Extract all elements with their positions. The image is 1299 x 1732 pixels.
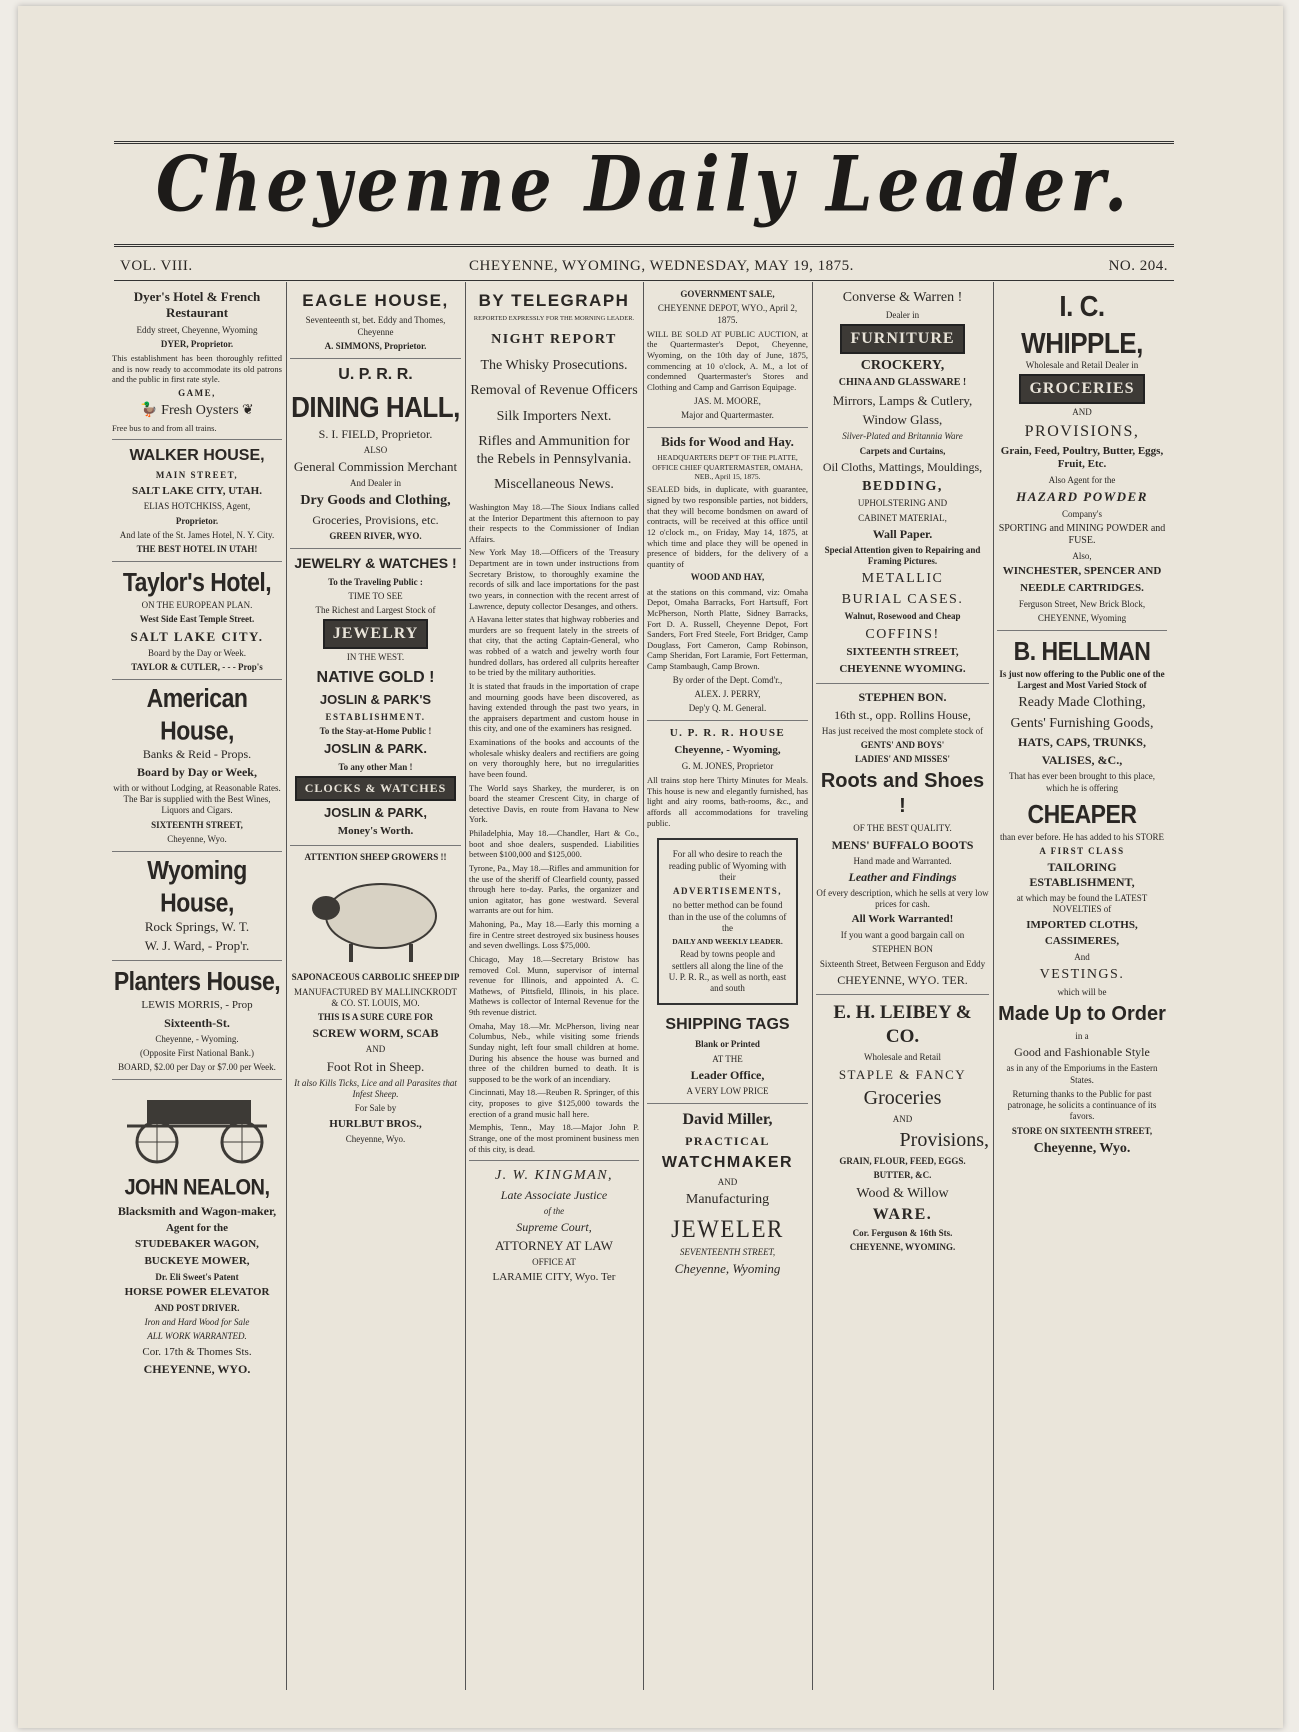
returning-thanks: Returning thanks to the Public for past patronage, he solicits a continuance of its favors. bbox=[1007, 1088, 1157, 1122]
whipple-grain: Grain, Feed, Poultry, Butter, Eggs, Fruit, Etc. bbox=[1000, 444, 1164, 471]
tailoring: TAILORING ESTABLISHMENT, bbox=[1029, 860, 1135, 889]
news-examinations: Examinations of the books and accounts of the wholesale whisky dealers and rectifiers are going on very thoroughly here, but no irregularities have been found. bbox=[469, 737, 639, 779]
bids-perry: ALEX. J. PERRY, bbox=[694, 688, 761, 699]
column-3 bbox=[469, 286, 639, 1686]
screw-worm: SCREW WORM, SCAB bbox=[312, 1026, 439, 1041]
special-attention: Special Attention given to Repairing and Framing Pictures. bbox=[824, 544, 981, 566]
uprr-title: U. P. R. R. bbox=[338, 366, 413, 383]
hazard-company: Company's bbox=[1061, 508, 1103, 519]
winchester: WINCHESTER, SPENCER AND bbox=[1002, 565, 1162, 577]
bids-more: at the stations on this command, viz: Omaha Depot, Omaha Barracks, Fort Hartsuff, Fort McPherson, North Platte, Sidney Barracks, Fort D. A. Russell, Cheyenne Depot, Fort Sanders, Fort Fred Steele, Fort Bridger, Camp Douglass, Fort Cameron, Camp Robinson, Camp Sheridan, Fort Laramie, Fort Fetterman, Camp Stambaugh, Camp Brown. bbox=[647, 586, 808, 671]
american-city: Cheyenne, Wyo. bbox=[167, 833, 227, 844]
leibey-city: CHEYENNE, WYOMING. bbox=[849, 1242, 956, 1253]
wyoming-prop: W. J. Ward, - Prop'r. bbox=[144, 937, 250, 953]
richest-stock: The Richest and Largest Stock of bbox=[315, 605, 436, 615]
reported-expressly: REPORTED EXPRESSLY FOR THE MORNING LEADER. bbox=[473, 315, 635, 323]
whipple-agent: Also Agent for the bbox=[1048, 475, 1116, 485]
converse-dealer: Dealer in bbox=[885, 309, 920, 320]
leibey-and: AND bbox=[892, 1113, 913, 1124]
walker-street: MAIN STREET, bbox=[155, 470, 239, 481]
separator bbox=[112, 439, 282, 440]
shipping-office: Leader Office, bbox=[690, 1067, 765, 1082]
separator bbox=[816, 683, 989, 684]
hats-caps: HATS, CAPS, TRUNKS, bbox=[1018, 735, 1146, 750]
news-chicago: Chicago, May 18.—Secretary Bristow has removed Col. Munn, supervisor of internal revenue for Illinois, and appointed A. C. Mathews, of Pittsfield, Illinois, in his place. Mathews is collector of Internal Revenue for the 9th revenue district. bbox=[469, 953, 639, 1017]
stephen-streets: Sixteenth Street, Between Ferguson and Eddy bbox=[819, 958, 986, 969]
separator bbox=[647, 1103, 808, 1104]
bids-hq: HEADQUARTERS DEP'T OF THE PLATTE, OFFICE CHIEF QUARTERMASTER, OMAHA, NEB., April 15, 1875. bbox=[652, 453, 803, 481]
dining-hall: DINING HALL, bbox=[291, 390, 460, 424]
foot-rot: Foot Rot in Sheep. bbox=[326, 1058, 425, 1074]
duck-icon: 🦆 bbox=[140, 403, 158, 419]
box-line-1: For all who desire to reach the reading public of Wyoming with their bbox=[668, 849, 787, 882]
nealon-agent: Agent for the bbox=[165, 1221, 229, 1234]
whipple-city: CHEYENNE, Wyoming bbox=[1037, 612, 1127, 623]
nealon-post: AND POST DRIVER. bbox=[154, 1302, 240, 1313]
news-frauds: It is stated that frauds in the importation of crape and mourning goods have been discovered, as having extended through the past two years, in the appraisers department and custom house in this city, and one of the examiners has resigned. bbox=[469, 680, 639, 734]
gov-major: Major and Quartermaster. bbox=[681, 409, 774, 420]
field-dealer: And Dealer in bbox=[350, 478, 401, 488]
walker-owner: ELIAS HOTCHKISS, Agent, bbox=[143, 501, 251, 512]
house-title: U. P. R. R. HOUSE bbox=[669, 727, 786, 740]
whipple-dealer: Wholesale and Retail Dealer in bbox=[1025, 360, 1139, 370]
hellman-text: Is just now offering to the Public one of the Largest and Most Varied Stock of bbox=[999, 668, 1165, 690]
american-board: Board by Day or Week, bbox=[137, 764, 257, 779]
gov-depot: CHEYENNE DEPOT, WYO., April 2, 1875. bbox=[657, 303, 798, 325]
dyers-oysters bbox=[112, 402, 282, 420]
carpets: Carpets and Curtains, bbox=[859, 445, 946, 456]
kingman-supreme: Supreme Court, bbox=[516, 1219, 592, 1234]
buffalo-boots: MENS' BUFFALO BOOTS bbox=[831, 837, 974, 852]
column-rule bbox=[465, 282, 466, 1690]
cheyenne-wyoming: CHEYENNE WYOMING. bbox=[839, 662, 966, 675]
bedding: BEDDING, bbox=[862, 478, 943, 494]
converse-title: Converse & Warren ! bbox=[842, 290, 963, 305]
separator bbox=[469, 1160, 639, 1161]
nealon-buckeye: BUCKEYE MOWER, bbox=[144, 1255, 250, 1267]
oilcloths: Oil Cloths, Mattings, Mouldings, bbox=[822, 459, 983, 474]
ladies-misses: LADIES' AND MISSES' bbox=[854, 754, 951, 764]
joslin-park-3: JOSLIN & PARK, bbox=[323, 804, 428, 820]
bids-text: SEALED bids, in duplicate, with guarantee, signed by two responsible parties, not bidders, that they will become bondsmen on award of contracts, will be received at this office until 12 o'clock m., on Friday, May 14, 1875, at which time and place they will be opened in presence of bidders, for the delivery of a quantity of bbox=[647, 484, 808, 569]
time-to-see: TIME TO SEE bbox=[348, 590, 403, 601]
sheep-dip: SAPONACEOUS CARBOLIC SHEEP DIP bbox=[291, 972, 460, 983]
box-line-3: Read by towns people and settlers all along the line of the U. P. R. R., as well as north, east and south bbox=[668, 949, 787, 994]
dyers-oysters-label: Fresh Oysters bbox=[161, 403, 239, 419]
dyers-prop: DYER, Proprietor. bbox=[160, 338, 234, 349]
native-gold: NATIVE GOLD ! bbox=[316, 668, 435, 686]
upholstering: UPHOLSTERING AND bbox=[857, 498, 948, 509]
cassimeres: CASSIMERES, bbox=[1044, 935, 1120, 948]
planters-city: Cheyenne, - Wyoming. bbox=[155, 1033, 239, 1044]
hellman-and: And bbox=[1074, 952, 1090, 962]
gov-title: GOVERNMENT SALE, bbox=[680, 289, 775, 299]
ticks-lice: It also Kills Ticks, Lice and all Parasites that Infest Sheep. bbox=[294, 1077, 457, 1099]
jewelry-title: JEWELRY & WATCHES ! bbox=[294, 555, 457, 571]
stephen-address: 16th st., opp. Rollins House, bbox=[834, 707, 971, 722]
american-street: SIXTEENTH STREET, bbox=[151, 819, 243, 830]
by-telegraph: BY TELEGRAPH bbox=[478, 291, 630, 310]
emporiums: as in any of the Emporiums in the Eastern States. bbox=[1006, 1063, 1158, 1085]
clocks-watches-label: CLOCKS & WATCHES bbox=[295, 776, 457, 801]
separator bbox=[816, 994, 989, 995]
hand-made: Hand made and Warranted. bbox=[853, 855, 952, 866]
walker-city: SALT LAKE CITY, UTAH. bbox=[132, 484, 262, 497]
planters-prop: LEWIS MORRIS, - Prop bbox=[141, 998, 253, 1011]
shipping-low-price: A VERY LOW PRICE bbox=[686, 1085, 769, 1096]
eagle-prop: A. SIMMONS, Proprietor. bbox=[324, 340, 427, 351]
issue-number: NO. 204. bbox=[1108, 258, 1168, 274]
taylors-board: Board by the Day or Week. bbox=[147, 647, 247, 658]
ready-made: Ready Made Clothing, bbox=[1018, 695, 1146, 711]
whipple-also: Also, bbox=[1072, 550, 1092, 561]
headline-rifles: Rifles and Ammunition for the Rebels in Pennsylvania. bbox=[476, 434, 632, 467]
separator bbox=[112, 1079, 282, 1080]
separator bbox=[290, 845, 461, 846]
leibey-wholesale: Wholesale and Retail bbox=[864, 1052, 941, 1063]
nealon-horse: HORSE POWER ELEVATOR bbox=[124, 1286, 270, 1298]
establishment: ESTABLISHMENT. bbox=[325, 711, 426, 722]
gov-text: WILL BE SOLD AT PUBLIC AUCTION, at the Quartermaster's Depot, Cheyenne, Wyoming, on the 10th day of June, 1875, commencing at 10 o'clock, A. M., a lot of condemned Quartermaster's Stores and Clothing and Camp and Garrison Equipage. bbox=[647, 328, 808, 392]
separator bbox=[112, 561, 282, 562]
separator bbox=[112, 960, 282, 961]
news-havana: A Havana letter states that highway robberies and murders are so frequent lately in the streets of that city, that the acting Captain-General, who was robbed of a watch and jewelry worth four hundred dollars, has ordered all culprits hereafter to be tried by the military authorities. bbox=[469, 614, 639, 678]
sheep-and: AND bbox=[365, 1044, 386, 1055]
dyers-game: GAME, bbox=[178, 387, 216, 398]
leibey-provisions: Provisions, bbox=[899, 1129, 989, 1151]
cheyenne-ter: CHEYENNE, WYO. TER. bbox=[837, 972, 968, 987]
planters-title: Planters House, bbox=[113, 966, 281, 996]
bids-wood-hay: WOOD AND HAY, bbox=[690, 572, 765, 583]
shipping-at-the: AT THE bbox=[712, 1053, 743, 1064]
nealon-warranted: ALL WORK WARRANTED. bbox=[147, 1331, 247, 1342]
headline-removal: Removal of Revenue Officers bbox=[470, 383, 638, 399]
wyoming-place: Rock Springs, W. T. bbox=[144, 918, 250, 934]
taylors-prop: TAYLOR & CUTLER, - - - Prop's bbox=[131, 662, 263, 672]
advertisements-box bbox=[657, 838, 798, 1005]
in-the-west: IN THE WEST. bbox=[346, 652, 405, 663]
sure-cure: THIS IS A SURE CURE FOR bbox=[317, 1012, 434, 1022]
gov-moore: JAS. M. MOORE, bbox=[694, 395, 761, 406]
field-prop: S. I. FIELD, Proprietor. bbox=[318, 426, 433, 441]
wood-willow: Wood & Willow bbox=[856, 1185, 949, 1201]
needle-cartridges: NEEDLE CARTRIDGES. bbox=[1020, 581, 1144, 594]
place-date: CHEYENNE, WYOMING, WEDNESDAY, MAY 19, 1875. bbox=[469, 258, 854, 274]
miller-and: AND bbox=[717, 1177, 738, 1188]
separator bbox=[112, 679, 282, 680]
oyster-icon: ❦ bbox=[242, 403, 254, 419]
shipping-tags: SHIPPING TAGS bbox=[665, 1016, 790, 1034]
planters-board: BOARD, $2.00 per Day or $7.00 per Week. bbox=[118, 1062, 276, 1072]
made-to-order: Made Up to Order bbox=[998, 1003, 1166, 1025]
silver-plated: Silver-Plated and Britannia Ware bbox=[842, 431, 963, 442]
dyers-bus: Free bus to and from all trains. bbox=[112, 422, 217, 433]
best-quality: OF THE BEST QUALITY. bbox=[853, 823, 952, 834]
field-also: ALSO bbox=[363, 444, 388, 455]
sheep-illustration bbox=[301, 866, 451, 966]
eagle-title: EAGLE HOUSE, bbox=[302, 291, 449, 310]
taylors-street: West Side East Temple Street. bbox=[139, 614, 255, 625]
hazard-powder: HAZARD POWDER bbox=[1016, 489, 1148, 505]
separator bbox=[997, 630, 1167, 631]
separator bbox=[647, 427, 808, 428]
leibey-groceries: Groceries bbox=[863, 1086, 942, 1109]
added-store: than ever before. He has added to his STORE bbox=[999, 831, 1165, 842]
news-cincinnati: Cincinnati, May 18.—Reuben R. Springer, of this city, proposes to give $125,000 towards the erection of a grand music hall here. bbox=[469, 1087, 639, 1119]
joslin-park-1: JOSLIN & PARK'S bbox=[319, 691, 432, 707]
taylors-plan: ON THE EUROPEAN PLAN. bbox=[141, 600, 253, 610]
news-washington: Washington May 18.—The Sioux Indians called at the Interior Department this afternoon to pay their respects to the Commissioner of Indian Affairs. bbox=[469, 501, 639, 544]
whipple-title: I. C. WHIPPLE, bbox=[1021, 289, 1143, 360]
hellman-title: B. HELLMAN bbox=[1013, 636, 1151, 666]
stephen-stock: Has just received the most complete stock of bbox=[821, 725, 984, 736]
in-a: in a bbox=[1075, 1031, 1089, 1041]
joslin-park-2: JOSLIN & PARK. bbox=[323, 741, 428, 757]
taylors-city: SALT LAKE CITY. bbox=[130, 628, 264, 644]
china: CHINA AND GLASSWARE ! bbox=[838, 377, 967, 389]
bids-order: By order of the Dept. Comd'r., bbox=[672, 674, 783, 685]
walnut: Walnut, Rosewood and Cheap bbox=[844, 611, 961, 622]
taylors-title: Taylor's Hotel, bbox=[122, 567, 272, 597]
leather-findings: Leather and Findings bbox=[848, 869, 957, 884]
column-rule bbox=[643, 282, 644, 1690]
eagle-address: Seventeenth st, bet. Eddy and Thomes, Cheyenne bbox=[305, 315, 446, 337]
leibey-cor: Cor. Ferguson & 16th Sts. bbox=[852, 1228, 953, 1238]
cheaper: CHEAPER bbox=[1027, 799, 1137, 829]
column-2 bbox=[290, 286, 461, 1686]
hurlbut-bros: HURLBUT BROS., bbox=[329, 1117, 422, 1130]
column-5 bbox=[816, 286, 989, 1686]
fashionable-style: Good and Fashionable Style bbox=[1014, 1045, 1150, 1060]
news-new-york: New York May 18.—Officers of the Treasury Department are in town under instructions from Secretary Bristow, to thoroughly examine the records of silk and lace importations for the past two years, in connection with the recent arrest of Lawrence, deputy collector Desanges, and others. bbox=[469, 547, 639, 611]
column-rule bbox=[993, 282, 994, 1690]
leibey-title: E. H. LEIBEY & CO. bbox=[833, 1001, 972, 1047]
every-description: Of every description, which he sells at very low prices for cash. bbox=[816, 887, 989, 909]
groceries: Groceries, Provisions, etc. bbox=[312, 512, 439, 527]
wall-paper: Wall Paper. bbox=[872, 526, 933, 541]
hellman-city: Cheyenne, Wyo. bbox=[1033, 1140, 1131, 1156]
dyers-text: This establishment has been thoroughly refitted and is now ready to accommodate its old patrons and the public in first rate style. bbox=[112, 353, 282, 385]
window-glass: Window Glass, bbox=[862, 412, 943, 427]
column-1 bbox=[112, 286, 282, 1686]
news-sharkey: The World says Sharkey, the murderer, is on board the steamer Crescent City, in charge of detective Davis, en route from Havana to New York. bbox=[469, 782, 639, 825]
kingman-laramie: LARAMIE CITY, Wyo. Ter bbox=[492, 1271, 616, 1284]
news-tyrone: Tyrone, Pa., May 18.—Rifles and ammunition for the use of the sheriff of Clearfield county, passed through here to-day. Parks, the organizer and union agitator, has gone westward. Several warrants are out for him. bbox=[469, 862, 639, 916]
separator bbox=[112, 851, 282, 852]
shipping-blank: Blank or Printed bbox=[695, 1039, 760, 1050]
moneys-worth: Money's Worth. bbox=[337, 825, 414, 837]
walker-note: And late of the St. James Hotel, N. Y. City. bbox=[119, 529, 275, 540]
whipple-provisions: PROVISIONS, bbox=[1024, 422, 1140, 440]
latest-novelties: at which may be found the LATEST NOVELTIES of bbox=[1016, 893, 1148, 915]
miller-street: SEVENTEENTH STREET, bbox=[679, 1246, 776, 1257]
column-rule bbox=[286, 282, 287, 1690]
news-mahoning: Mahoning, Pa., May 18.—Early this morning a fire in Centre street destroyed six business houses and seven dwellings. Loss $75,000. bbox=[469, 919, 639, 951]
drygoods: Dry Goods and Clothing, bbox=[300, 493, 451, 509]
headline-silk: Silk Importers Next. bbox=[496, 408, 612, 424]
miller-name: David Miller, bbox=[682, 1111, 773, 1129]
coffins: COFFINS! bbox=[865, 626, 940, 642]
separator bbox=[290, 548, 461, 549]
cabinet: CABINET MATERIAL, bbox=[858, 512, 947, 523]
attention-sheep: ATTENTION SHEEP GROWERS !! bbox=[304, 851, 447, 862]
ferguson-street: Ferguson Street, New Brick Block, bbox=[1018, 598, 1146, 609]
walker-title: WALKER HOUSE, bbox=[129, 447, 265, 465]
stephen-bon-2: STEPHEN BON bbox=[872, 944, 933, 955]
kingman-late: Late Associate Justice bbox=[500, 1187, 608, 1202]
house-prop: G. M. JONES, Proprietor bbox=[681, 760, 774, 771]
wagon-illustration bbox=[117, 1086, 277, 1166]
green-river: GREEN RIVER, WYO. bbox=[329, 530, 422, 541]
nealon-sweet: Dr. Eli Sweet's Patent bbox=[155, 1271, 239, 1282]
box-leader: DAILY AND WEEKLY LEADER. bbox=[672, 937, 783, 946]
american-text: with or without Lodging, at Reasonable Rates. The Bar is supplied with the Best Wines, Liquors and Cigars. bbox=[113, 782, 281, 816]
miller-city: Cheyenne, Wyoming bbox=[674, 1260, 781, 1276]
kingman-attorney: ATTORNEY AT LAW bbox=[495, 1237, 613, 1253]
column-6 bbox=[997, 286, 1167, 1686]
vestings: VESTINGS. bbox=[1039, 967, 1125, 983]
butter: BUTTER, &C. bbox=[873, 1170, 932, 1181]
gents-boys: GENTS' AND BOYS' bbox=[860, 739, 945, 750]
for-sale-by: For Sale by bbox=[354, 1103, 397, 1114]
nealon-city: CHEYENNE, WYO. bbox=[143, 1362, 251, 1377]
burial-cases: BURIAL CASES. bbox=[841, 591, 964, 607]
valises: VALISES, &C., bbox=[1041, 753, 1123, 768]
miller-practical: PRACTICAL bbox=[685, 1134, 770, 1149]
imported-cloths: IMPORTED CLOTHS, bbox=[1026, 918, 1138, 931]
headline-misc: Miscellaneous News. bbox=[494, 477, 614, 493]
dateline-rule bbox=[114, 280, 1174, 281]
wyoming-title: Wyoming House, bbox=[147, 855, 247, 917]
nealon-cor: Cor. 17th & Thomes Sts. bbox=[142, 1345, 252, 1358]
nealon-studebaker: STUDEBAKER WAGON, bbox=[135, 1238, 259, 1251]
store-sixteenth: STORE ON SIXTEENTH STREET, bbox=[1011, 1125, 1153, 1136]
news-philadelphia: Philadelphia, May 18.—Chandler, Hart & Co., boot and shoe dealers, suspended. Liabilities between $100,000 and $125,000. bbox=[469, 828, 639, 860]
which-will-be: which will be bbox=[1057, 986, 1107, 997]
american-props: Banks & Reid - Props. bbox=[142, 746, 252, 761]
nealon-title: JOHN NEALON, bbox=[124, 1175, 270, 1200]
miller-manufacturing: Manufacturing bbox=[685, 1192, 770, 1208]
planters-street: Sixteenth-St. bbox=[164, 1015, 230, 1030]
jewelry-label: JEWELRY bbox=[323, 619, 429, 649]
column-4 bbox=[647, 286, 808, 1686]
house-text: All trains stop here Thirty Minutes for Meals. This house is new and elegantly furnished, has light and airy rooms, bath-rooms, &c., and affords all accommodations for traveling public. bbox=[647, 775, 808, 828]
sixteenth-street: SIXTEENTH STREET, bbox=[846, 646, 959, 658]
news-memphis: Memphis, Tenn., May 18.—Major John P. Strange, one of the most prominent business men of this city, is dead. bbox=[469, 1122, 639, 1154]
furniture-label: FURNITURE bbox=[840, 324, 964, 354]
american-title: American House, bbox=[146, 683, 248, 746]
nealon-trade: Blacksmith and Wagon-maker, bbox=[117, 1203, 277, 1218]
dyers-address: Eddy street, Cheyenne, Wyoming bbox=[136, 324, 258, 335]
ware: WARE. bbox=[872, 1206, 933, 1223]
headline-whisky: The Whisky Prosecutions. bbox=[480, 357, 628, 373]
sporting-mining: SPORTING and MINING POWDER and FUSE. bbox=[998, 522, 1166, 547]
masthead-title: Cheyenne Daily Leader. bbox=[155, 139, 1133, 229]
news-omaha: Omaha, May 18.—Mr. McPherson, living near Columbus, Neb., while visiting some friends Sunday night, left four small children at home. During his absence the house was burned and three of the children burned to death. It is supposed to be the work of an incendiary. bbox=[469, 1020, 639, 1084]
nealon-iron: Iron and Hard Wood for Sale bbox=[144, 1317, 250, 1327]
never-before: That has ever been brought to this place, which he is offering bbox=[1009, 771, 1155, 793]
crockery: CROCKERY, bbox=[860, 357, 945, 373]
groceries-label: GROCERIES bbox=[1019, 374, 1144, 404]
kingman-name: J. W. KINGMAN, bbox=[494, 1168, 614, 1184]
kingman-office: OFFICE AT bbox=[532, 1257, 576, 1268]
house-city: Cheyenne, - Wyoming, bbox=[674, 744, 781, 757]
grain-flour: GRAIN, FLOUR, FEED, EGGS. bbox=[839, 1156, 966, 1166]
column-rule bbox=[812, 282, 813, 1690]
walker-prop: Proprietor. bbox=[175, 515, 219, 526]
separator bbox=[647, 720, 808, 721]
masthead-bottom-rule bbox=[114, 244, 1174, 247]
bids-title: Bids for Wood and Hay. bbox=[661, 434, 794, 449]
metallic: METALLIC bbox=[861, 571, 944, 587]
separator bbox=[290, 358, 461, 359]
any-other-man: To any other Man ! bbox=[338, 761, 413, 772]
walker-best: THE BEST HOTEL IN UTAH! bbox=[136, 544, 258, 554]
stephen-bon: STEPHEN BON. bbox=[858, 689, 947, 704]
mirrors: Mirrors, Lamps & Cutlery, bbox=[832, 392, 973, 408]
stay-at-home: To the Stay-at-Home Public ! bbox=[319, 726, 432, 736]
box-ads: ADVERTISEMENTS, bbox=[673, 886, 782, 896]
kingman-of: of the bbox=[543, 1205, 565, 1216]
first-class: A FIRST CLASS bbox=[1039, 845, 1125, 856]
whipple-and: AND bbox=[1072, 407, 1092, 418]
volume-number: VOL. VIII. bbox=[120, 258, 193, 274]
gents-furnishing: Gents' Furnishing Goods, bbox=[1010, 715, 1154, 731]
boots-shoes: Roots and Shoes ! bbox=[820, 770, 985, 818]
night-report: NIGHT REPORT bbox=[491, 332, 617, 348]
all-work-warranted: All Work Warranted! bbox=[851, 913, 954, 926]
box-line-2: no better method can be found than in the use of the columns of the bbox=[668, 900, 787, 933]
bargain: If you want a good bargain call on bbox=[840, 930, 965, 940]
staple-fancy: STAPLE & FANCY bbox=[838, 1066, 967, 1082]
bids-gen: Dep'y Q. M. General. bbox=[688, 703, 767, 714]
mallinckrodt: MANUFACTURED BY MALLINCKRODT & CO. ST. LOUIS, MO. bbox=[293, 986, 457, 1008]
traveling-public: To the Traveling Public : bbox=[328, 576, 423, 587]
commission: General Commission Merchant bbox=[293, 458, 458, 474]
planters-opp: (Opposite First National Bank.) bbox=[140, 1047, 254, 1058]
hurlbut-city: Cheyenne, Wyo. bbox=[345, 1134, 406, 1145]
dyers-title: Dyer's Hotel & French Restaurant bbox=[133, 289, 261, 321]
miller-jeweler: JEWELER bbox=[671, 1214, 784, 1243]
miller-watchmaker: WATCHMAKER bbox=[661, 1154, 794, 1172]
